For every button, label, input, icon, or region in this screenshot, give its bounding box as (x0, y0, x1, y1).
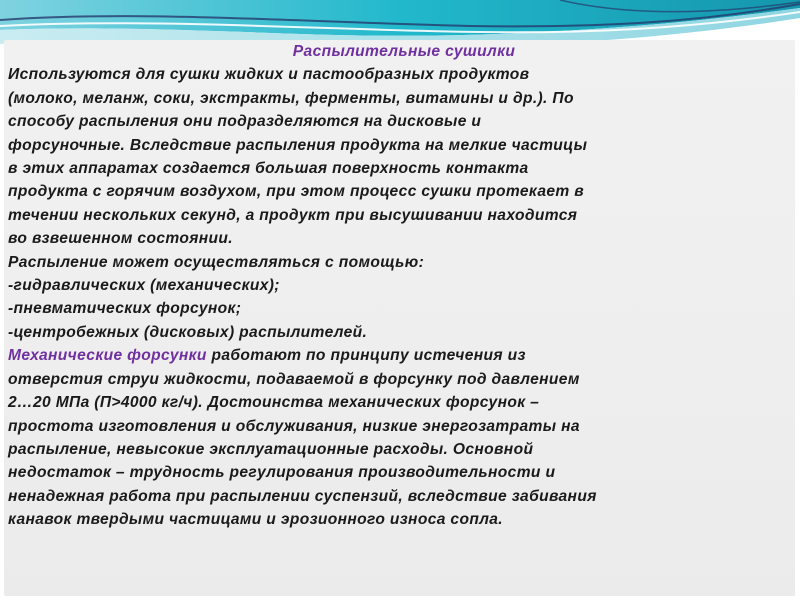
mech-term: Механические форсунки (8, 347, 207, 365)
slide-content (8, 40, 792, 532)
methods-list (8, 274, 792, 344)
mechanical-nozzles-paragraph (8, 344, 792, 531)
mech-line: ненадежная работа при распылении суспензий, вследствие забивания (8, 487, 597, 505)
methods-intro: Распыление может осуществляться с помощью: (8, 253, 425, 271)
intro-line: в этих аппаратах создается большая поверхность контакта (8, 160, 529, 178)
mech-line: простота изготовления и обслуживания, низкие энергозатраты на (8, 417, 580, 435)
mech-line: 2…20 МПа (П>4000 кг/ч). Достоинства механических форсунок – (8, 394, 540, 412)
intro-line: течении нескольких секунд, а продукт при высушивании находится (8, 206, 578, 224)
method-item: -пневматических форсунок; (8, 300, 242, 318)
mech-first-line (8, 344, 792, 367)
mech-line: канавок твердыми частицами и эрозионного износа сопла. (8, 511, 503, 529)
mech-line: отверстия струи жидкости, подаваемой в форсунку под давлением (8, 370, 580, 388)
intro-paragraph (8, 63, 792, 250)
intro-line: (молоко, меланж, соки, экстракты, ферменты, витамины и др.). По (8, 89, 574, 107)
intro-line: во взвешенном состоянии. (8, 230, 233, 248)
method-item: -центробежных (дисковых) распылителей. (8, 323, 368, 341)
mech-first-line-rest: работают по принципу истечения из (206, 347, 526, 365)
intro-line: продукта с горячим воздухом, при этом процесс сушки протекает в (8, 183, 585, 201)
intro-line: способу распыления они подразделяются на дисковые и (8, 113, 482, 131)
slide-title: Распылительные сушилки (292, 43, 516, 60)
mech-line: распыление, невысокие эксплуатационные расходы. Основной (8, 440, 534, 458)
mech-line: недостаток – трудность регулирования производительности и (8, 464, 556, 482)
intro-line: Используются для сушки жидких и пастообразных продуктов (8, 66, 530, 84)
method-item: -гидравлических (механических); (8, 277, 280, 295)
intro-line: форсуночные. Вследствие распыления продукта на мелкие частицы (8, 136, 588, 154)
